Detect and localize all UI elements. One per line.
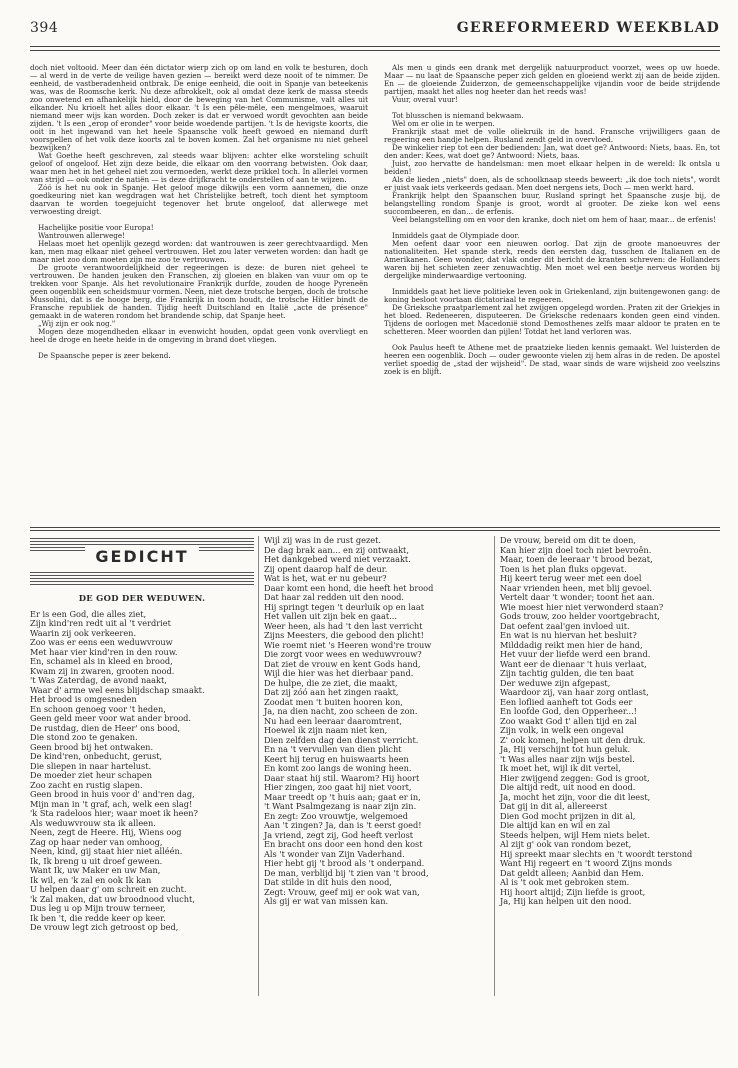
poem-line: Neen, kind, gij staat hier niet alléén. <box>30 846 183 856</box>
header-rule <box>30 46 720 47</box>
poem-line: Nu had een leeraar daaromtrent, <box>264 715 402 726</box>
poem-line: Maar treedt op 't huis aan; gaat er in, <box>264 791 421 802</box>
poem-line: Geen brood in huis voor d' and'ren dag, <box>30 789 195 799</box>
poem-line: Vertelt daar 't wonder; toont het aan. <box>500 592 655 602</box>
poem-line: Ja, Hij verschijnt tot hun geluk. <box>500 744 631 754</box>
poem-line: De rustdag, dien de Heer' ons bood, <box>30 722 181 733</box>
poem-line: Want eer de dienaar 't huis verlaat, <box>500 658 647 669</box>
poem-line: De vrouw legt zich getroost op bed, <box>30 922 179 932</box>
section-divider <box>30 527 720 533</box>
poem-line: Zijn kind'ren redt uit al 't verdriet <box>30 618 171 628</box>
header-rule-thin <box>30 50 720 51</box>
poem-line: Als 't wonder van Zijn Vaderhand. <box>264 848 405 859</box>
article-paragraph: Als de lieden „niets" doen, als de schoolknaap steeds beweert: „ik doe toch niets", wordt er juist vaak iets verkeerds gedaan. Men doet nergens iets, Doch — men werkt hard. <box>384 175 720 192</box>
poem-line: De vrouw, bereid om dit te doen, <box>500 535 636 545</box>
poem-line: Geen brood bij het ontwaken. <box>30 741 154 752</box>
article-paragraph: De Spaansche peper is zeer bekend. <box>38 351 171 360</box>
poem-line: Daar komt een hond, die heeft het brood <box>264 582 434 593</box>
poem-line: Ja vriend, zegt zij, God heeft verlost <box>264 829 414 840</box>
article-paragraph: Helaas moet het openlijk gezegd worden: dat wantrouwen is zeer gerechtvaardigd. Men kan, men mag elkaar niet geheel vertrouwen. Het zou later verweten worden: dan hadt ge maar niet zoo dom moeten zijn me zoo te vertrouwen. <box>30 239 368 264</box>
poem-line: Zoodat men 't buiten hooren kon, <box>264 696 403 707</box>
poem-line: Weer heen, als had 't den last verricht <box>264 620 423 631</box>
poem-line: Hoewel ik zijn naam niet ken, <box>264 725 388 735</box>
poem-line: Waardoor zij, van haar zorg ontlast, <box>500 687 649 697</box>
article-paragraph: Men oefent daar voor een nieuwen oorlog. Dat zijn de groote manoeuvres der nationaliteiten. Het spande sterk, reeds den eersten dag, tusschen de Italianen en de Amerikanen. Geen wonder, dat vlak onder dit bericht de kranten schreven: de Hollanders waren bij het schieten zeer zenuwachtig. Men moet wel een beetje nerveus worden bij dergelijke minderwaardige vertooning. <box>384 239 720 280</box>
article-paragraph: Vuur, overal vuur! <box>392 95 458 104</box>
poem-line: Ja, Hij kan helpen uit den nood. <box>500 896 632 906</box>
poem-line: Die altijd redt, uit nood en dood. <box>500 782 636 792</box>
poem-line: Dus leg u op Mijn trouw terneer, <box>30 903 166 913</box>
poem-line: Hij keert terug weer met een doel <box>500 573 642 583</box>
poem-line: Aan 't zingen? Ja, dan is 't eerst goed! <box>264 820 422 830</box>
article-paragraph: Als men u ginds een drank met dergelijk natuurproduct voorzet, wees op uw hoede. Maar — nu laat de Spaansche peper zich gelden en gloeiend werkt zij aan de beide zijden. En — de gloeiende Zuiderzon, de gemeenschappelijke vijandin voor de beide strijdende partijen, maakt het alles nog heeter dan het reeds was! <box>384 63 720 96</box>
poem-line: Zij opent daarop half de deur. <box>264 563 388 574</box>
poem-line: Naar vrienden heen, met blij gevoel. <box>500 582 652 593</box>
article-paragraph: Frankrijk staat met de volle oliekruik in de hand. Fransche vrijwilligers gaan de regeering een handje helpen. Rusland zendt geld in overvloed. <box>384 127 720 144</box>
article-paragraph: Zóó is het nu ook in Spanje. Het geloof moge dikwijls een vorm aannemen, die onze goedkeuring niet kan wegdragen wat het Christelijke betreft, toch dient het symptoom daarvan te worden toegejuicht tegenover het brute ongeloof, dat allerwege met verwoesting dreigt. <box>30 183 368 216</box>
poem-title: DE GOD DER WEDUWEN. <box>78 593 206 603</box>
poem-line: U helpen daar g' om schreit en zucht. <box>30 884 187 894</box>
poem-line: En schoon genoeg voor 't heden, <box>30 703 166 714</box>
poem-line: Ik ben 't, die redde keer op keer. <box>30 912 166 923</box>
poem-line: Als gij er wat van missen kan. <box>264 896 389 906</box>
poem-line: Ik moet het, wijl ik dit vertel, <box>500 763 621 773</box>
poem-line: Al zijt g' ook van rondom bezet, <box>500 839 632 849</box>
poem-line: Mijn man in 't graf, ach, welk een slag! <box>30 798 193 809</box>
poem-line: Die sliepen in naar hartelust. <box>30 760 152 771</box>
poem-line: De hulpe, die ze ziet, die maakt, <box>264 677 398 688</box>
poem-line: Waarin zij ook verkeeren. <box>30 627 137 638</box>
article-paragraph: Tot blusschen is niemand bekwaam. <box>392 111 524 120</box>
poem-line: Keert hij terug en huiswaarts heen <box>264 753 409 764</box>
poem-line: Z' ook komen, helpen uit den druk. <box>500 734 646 745</box>
poem-line: Wijl zij was in de rust gezet. <box>264 535 382 545</box>
poem-line: Het vallen uit zijn bek en gaat... <box>264 611 397 621</box>
poem-line: Als weduwvrouw sta ik alleen. <box>30 817 156 828</box>
article-paragraph: doch niet voltooid. Meer dan één dictator wierp zich op om land en volk te besturen, doch — al werd in de verte de veilige haven gezien — bereikt werd deze nooit of te nimmer. De eenheid, de vastberadenheid ontbrak. De enige eenheid, die ooit in Spanje van beteekenis was, was de Roomsche kerk. Nu deze afbrokkelt, ook al omdat deze kerk de massa steeds zoo onwetend en afhankelijk hield, door de beweging van het Communisme, valt alles uit elkander. Nu krioelt het alles door elkaar. 't Is een pêle-mêle, een mengelmoes, waaruit niemand meer wijs kan worden. Doch zeker is dat er verwoed wordt gevochten aan beide zijden. 't Is een „erop of eronder" voor beide woedende partijen. 't Is de hevigste koorts, die ooit in het ingewand van het heele Spaansche volk heeft gewoed en niemand durft voorspellen of het volk deze koorts zal te boven komen. Zal het organisme nu niet geheel bezwijken? <box>30 63 368 152</box>
poem-line: Dat stilde in dit huis den nood, <box>264 877 392 887</box>
poem-heading-box <box>30 538 254 588</box>
poem-line: Zijn tachtig gulden, die ten baat <box>500 668 634 678</box>
article-paragraph: De winkelier riep tot een der bedienden: Jan, wat doet ge? Antwoord: Niets, baas. En, tot den ander: Kees, wat doet ge? Antwoord: Niets, baas. <box>384 143 720 160</box>
article-paragraph: Wantrouwen allerwege! <box>38 231 125 240</box>
poem-line: Hier hebt gij 't brood als 't onderpand. <box>264 858 425 868</box>
article-paragraph: Veel belangstelling om en voor den kranke, doch niet om hem of haar, maar... de erfenis! <box>392 215 716 224</box>
poem-line: Die altijd kan en wil en zal <box>500 820 611 830</box>
poem-line: 't Want Psalmgezang is naar zijn zin. <box>264 801 417 811</box>
poem-line: Zag op haar neder van omhoog, <box>30 836 163 847</box>
poem-line: Dat zij zóó aan het zingen raakt, <box>264 687 399 697</box>
poem-line: 't Was Zaterdag, de avond naakt, <box>30 675 167 685</box>
poem-line: Dien God mocht prijzen in dit al, <box>500 810 636 821</box>
article-paragraph: Juist, zoo hervatte de handelsman: men moet elkaar helpen in de wereld: Ik ontsla u beiden! <box>384 159 720 176</box>
poem-line: 'k Zal maken, dat uw broodnood vlucht, <box>30 893 195 904</box>
article-right-column <box>384 64 720 376</box>
poem-line: Zoo zacht en rustig slapen. <box>30 779 143 790</box>
poem-line: Wijl die hier was het dierbaar pand. <box>264 668 414 678</box>
poem-lines <box>264 536 490 907</box>
article-paragraph: Frankrijk helpt den Spaanschen buur, Rusland springt het Spaansche zusje bij, de belangstelling rondom Spanje is groot, wordt al grooter. De zieke kon wel eens succombeeren, en dan... de erfenis. <box>384 191 720 216</box>
article-left-column <box>30 64 368 360</box>
poem-line: En zegt: Zoo vrouwtje, welgemoed <box>264 810 409 821</box>
poem-line: De dag brak aan... en zij ontwaakt, <box>264 544 409 555</box>
poem-line: Er is een God, die alles ziet, <box>30 608 147 619</box>
poem-line: De moeder ziet heur schapen <box>30 770 153 780</box>
poem-line: Zegt: Vrouw, geef mij er ook wat van, <box>264 886 420 897</box>
poem-lines <box>500 536 720 907</box>
poem-line: Hier zingen, zoo gaat hij niet voort, <box>264 782 412 792</box>
poem-line: En na 't vervullen van dien plicht <box>264 744 402 754</box>
poem-line: Zoo was er eens een weduwvrouw <box>30 637 173 647</box>
poem-column-2 <box>264 536 490 907</box>
poem-line: Het brood is omgesneden <box>30 694 137 704</box>
poem-line: Ik wil, en 'k zal en ook Ik kan <box>30 874 152 885</box>
poem-line: 't Was alles naar zijn wijs bestel. <box>500 753 635 764</box>
poem-lines <box>30 610 254 933</box>
article-paragraph: Inmiddels gaat de Olympiade door. <box>392 231 520 240</box>
article-paragraph: Wat Goethe heeft geschreven, zal steeds waar blijven: achter elke worsteling schuilt geloof of ongeloof. Het zijn deze beide, die elkaar om den voorrang betwisten. Ook daar, waar men het in het geheel niet zou vermoeden, werkt deze prikkel toch. In allerlei vormen van strijd — ook onder de natiën — is deze drijfkracht te onderstellen of aan te wijzen. <box>30 151 368 184</box>
poem-line: En, schamel als in kleed en brood, <box>30 656 173 666</box>
poem-line: Die stond zoo te genaken. <box>30 732 138 742</box>
article-paragraph: Ook Paulus heeft te Athene met de praatzieke lieden kennis gemaakt. Wel luisterden de heeren een oogenblik. Doch — ouder gewoonte vielen zij hem alras in de reden. De apostel verliet spoedig de „stad der wijsheid". De stad, waar sinds de ware wijsheid zoo veelszins zoek is en blijft. <box>384 343 720 376</box>
poem-line: 'k Sta radeloos hier; waar moet ik heen? <box>30 808 198 818</box>
column-divider <box>258 536 259 996</box>
article-paragraph: Hachelijke positie voor Europa! <box>38 223 154 232</box>
article-paragraph: Mogen deze mogendheden elkaar in evenwicht houden, opdat geen vonk overvliegt en heel de droge en heete heide in de omgeving in brand doet vliegen. <box>30 327 368 344</box>
poem-line: Want Hij regeert en 't woord Zijns monds <box>500 858 672 868</box>
poem-line: Dat gij in dit al, allereerst <box>500 801 608 811</box>
article-paragraph: De Grieksche praatparlement zal het zwijgen opgelegd worden. Praten zit der Griekjes in het bloed. Redeneeren, disputeeren. De Grieksche redenaars konden geen eind vinden. Tijdens de oorlogen met Macedonië stond Demosthenes zelfs maar aldoor te praten en te schetteren. Meer woorden dan pijlen! Totdat het land verloren was. <box>384 303 720 336</box>
poem-line: De kind'ren, onbeducht, gerust, <box>30 751 163 761</box>
poem-line: Al is 't ook met gebroken stem. <box>500 877 630 887</box>
poem-line: Daar staat hij stil. Waarom? Hij hoort <box>264 772 420 783</box>
poem-line: Hij springt tegen 't deurluik op en laat <box>264 601 425 612</box>
poem-line: Zoo waakt God t' allen tijd en zal <box>500 715 637 726</box>
poem-line: Die zorgt voor wees en weduwvrouw? <box>264 649 422 659</box>
poem-line: Een loflied aanheft tot Gods eer <box>500 696 633 707</box>
poem-column-1 <box>30 536 254 933</box>
page-header <box>30 18 720 40</box>
poem-line: En loofde God, den Opperheer...! <box>500 706 637 716</box>
poem-line: Toen is het plan fluks opgevat. <box>500 563 627 574</box>
poem-line: Zijns Meesters, die gebood den plicht! <box>264 630 424 640</box>
poem-line: Gods trouw, zoo helder voortgebracht, <box>500 611 660 621</box>
poem-line: Steeds helpen, wijl Hem niets belet. <box>500 829 650 840</box>
article-paragraph: De groote verantwoordelijkheid der regeeringen is deze: de buren niet geheel te vertrouwen. De handen jeuken den Franschen, zij gloeien en blaken van vuur om op te trekken voor Spanje. Als het revolutionaire Frankrijk durfde, zouden de hooge Pyreneën geen oogenblik een scheidsmuur vormen. Neen, niet deze trotsche bergen, doch de trotsche Mussolini, dat is de hooge berg, die Frankrijk in toom houdt, de trotsche Hitler bindt de Fransche republiek de handen. Tijdig heeft Duitschland en Italië „acte de présence" gemaakt in de wateren rondom het brandende schip, dat Spanje heet. <box>30 263 368 320</box>
poem-line: Maar, toen de leeraar 't brood bezat, <box>500 554 653 564</box>
poem-line: Wie roemt niet 's Heeren wond're trouw <box>264 639 432 650</box>
article-paragraph: „Wij zijn er ook nog." <box>38 319 116 328</box>
poem-line: Het dankgebed werd niet verzaakt. <box>264 554 411 564</box>
poem-line: En bracht ons door een hond den kost <box>264 839 423 849</box>
poem-line: Het vuur der liefde werd een brand. <box>500 649 651 659</box>
poem-line: Ja, mocht het zijn, voor die dit leest, <box>500 791 651 802</box>
poem-line: Zijn volk, in welk een ongeval <box>500 725 624 735</box>
poem-line: Der weduwe zijn afgepast, <box>500 677 611 688</box>
article-paragraph: Wel om er olie in te werpen. <box>392 119 495 128</box>
poem-line: Hij spreekt maar slechts en 't woordt terstond <box>500 848 693 859</box>
poem-line: Ik, Ik breng u uit droef geween. <box>30 855 163 866</box>
poem-line: Wat is het, wat er nu gebeur? <box>264 573 387 583</box>
poem-line: Dien zelfden dag den dienst verricht. <box>264 734 419 745</box>
poem-line: Neen, zegt de Heere. Hij, Wiens oog <box>30 827 182 837</box>
poem-line: Waar d' arme wel eens blijdschap smaakt. <box>30 684 205 695</box>
poem-column-3 <box>500 536 720 907</box>
journal-title: GEREFORMEERD WEEKBLAD <box>456 20 720 36</box>
poem-line: Dat ziet de vrouw en kent Gods hand, <box>264 658 421 669</box>
poem-line: Dat oefent zaal'gen invloed uit. <box>500 620 630 631</box>
poem-line: Kan hier zijn doel toch niet bevroên. <box>500 544 652 555</box>
poem-line: Dat haar zal redden uit den nood. <box>264 592 404 602</box>
poem-line: De man, verblijd bij 't zien van 't brood, <box>264 867 429 878</box>
poem-line: Geen geld meer voor wat ander brood. <box>30 713 192 723</box>
poem-line: Wie moest hier niet verwonderd staan? <box>500 601 664 612</box>
column-divider <box>494 536 495 996</box>
poem-line: En wat is nu hiervan het besluit? <box>500 630 637 640</box>
poem-line: Ja, na dien nacht, zoo scheen de zon. <box>264 706 418 716</box>
poem-heading: GEDICHT <box>85 547 198 566</box>
poem-line: Hij hoort altijd; Zijn liefde is groot, <box>500 886 646 897</box>
poem-line: Dat geldt alleen; Aanbid dan Hem. <box>500 867 644 878</box>
poem-line: Milddadig reikt men hier de hand, <box>500 639 643 650</box>
poem-line: Want Ik, uw Maker en uw Man, <box>30 865 161 875</box>
article-paragraph: Inmiddels gaat het lieve politieke leven ook in Griekenland, zijn buitengewonen gang: de koning besloot voortaan dictatoriaal te regeeren. <box>384 287 720 304</box>
poem-line: Met haar vier kind'ren in den rouw. <box>30 646 178 657</box>
page-number: 394 <box>30 20 59 36</box>
poem-line: Hier zwijgend zeggen: God is groot, <box>500 772 650 783</box>
poem-line: Kwam zij in zwaren, grooten nood. <box>30 665 175 676</box>
poem-line: En komt zoo langs de woning heen. <box>264 763 412 773</box>
